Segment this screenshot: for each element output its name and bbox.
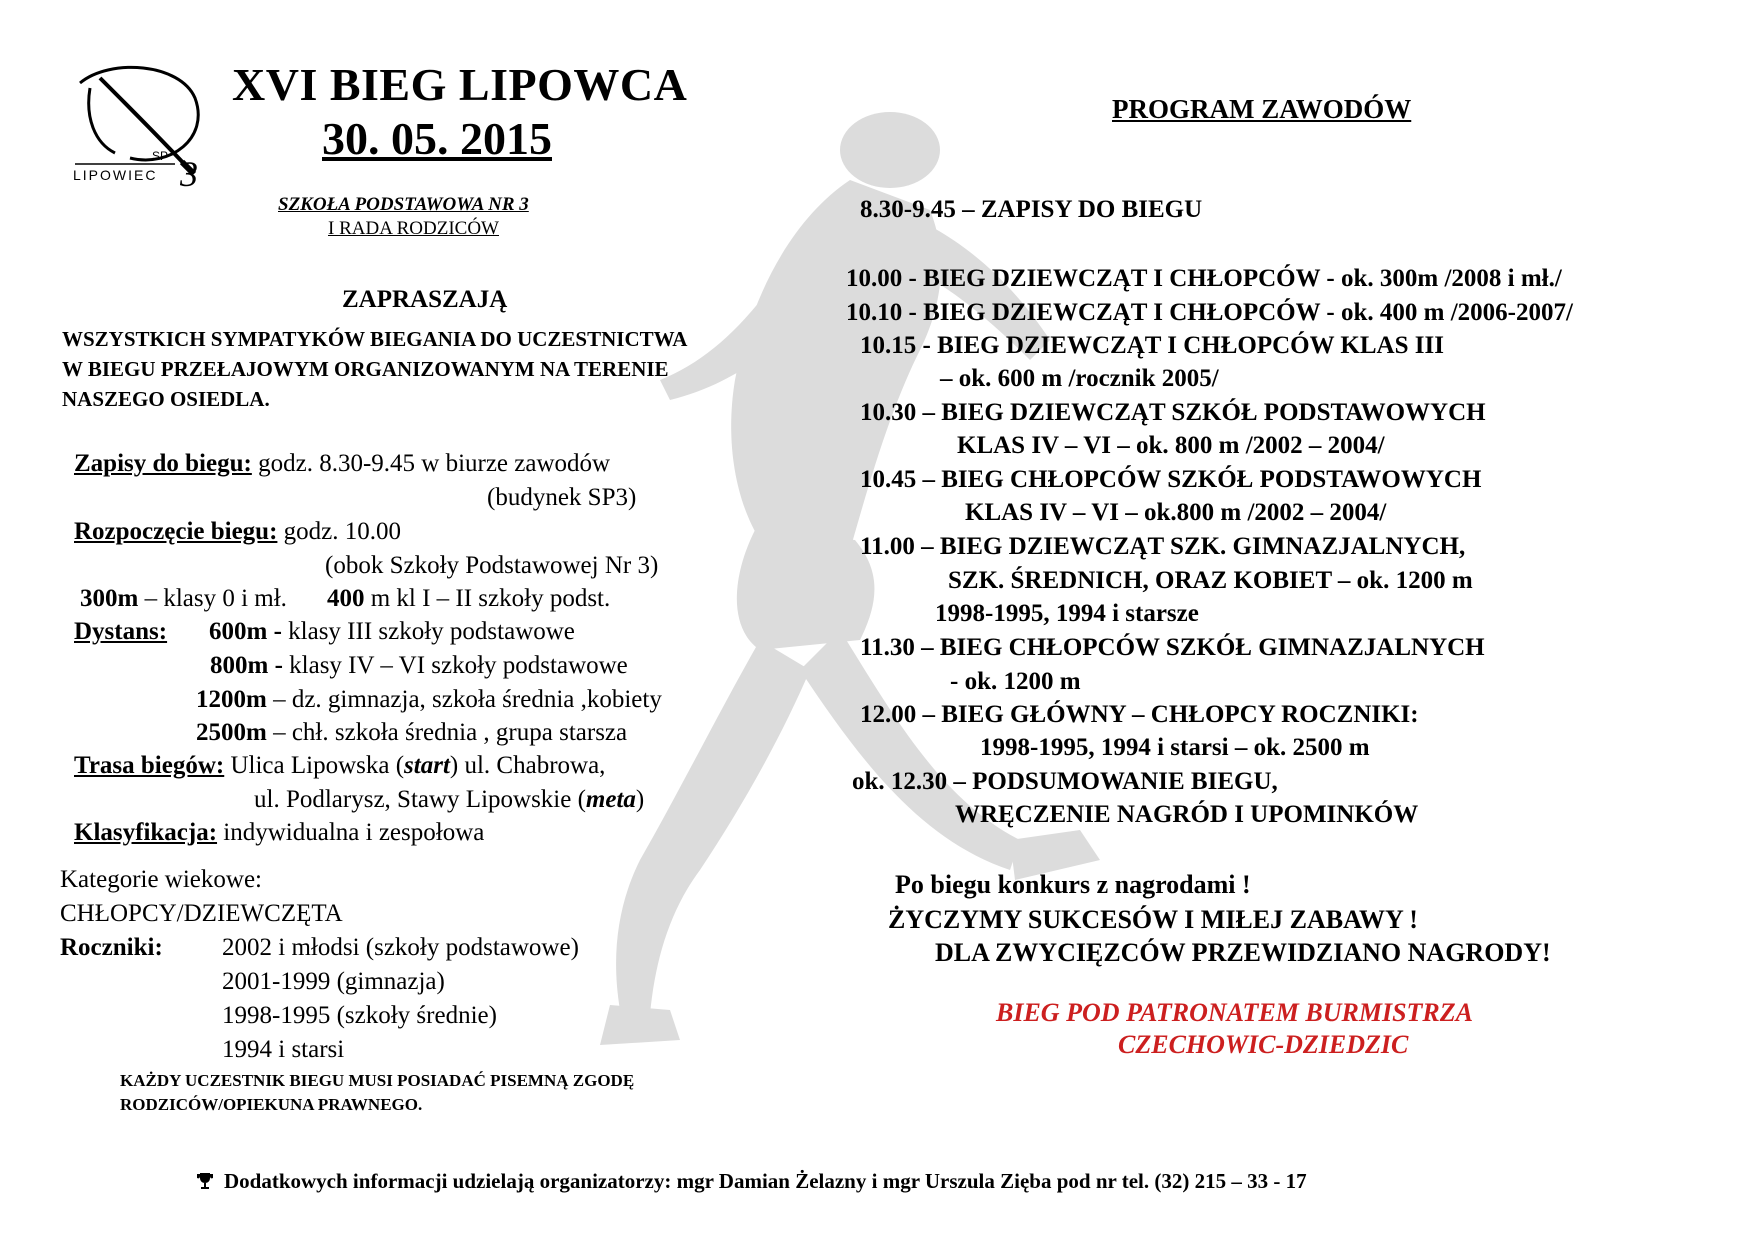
schedule-line: 11.30 – BIEG CHŁOPCÓW SZKÓŁ GIMNAZJALNYCH [860, 634, 1485, 661]
signup-place: (budynek SP3) [487, 484, 637, 511]
route-text-a: Ulica Lipowska ( [224, 752, 405, 779]
distance-2500-text: – chł. szkoła średnia , grupa starsza [266, 719, 628, 746]
classification-info [74, 819, 484, 847]
categories-groups: CHŁOPCY/DZIEWCZĘTA [60, 900, 343, 927]
route2-text-b: ) [635, 786, 645, 813]
years-item: 2001-1999 (gimnazja) [222, 968, 445, 995]
schedule-line: 11.00 – BIEG DZIEWCZĄT SZK. GIMNAZJALNYCH, [860, 533, 1466, 560]
schedule-line: 10.15 - BIEG DZIEWCZĄT I CHŁOPCÓW KLAS III [860, 332, 1444, 359]
route-info-2 [254, 786, 644, 814]
distance-400: 400 [326, 585, 365, 612]
schedule-line: WRĘCZENIE NAGRÓD I UPOMINKÓW [955, 801, 1419, 828]
schedule-line: 10.30 – BIEG DZIEWCZĄT SZKÓŁ PODSTAWOWYCH [860, 399, 1486, 426]
schedule-line: 1998-1995, 1994 i starsi – ok. 2500 m [980, 734, 1370, 761]
distance-1200 [196, 686, 662, 714]
footer-info [196, 1169, 1307, 1194]
years-item: 2002 i młodsi (szkoły podstawowe) [222, 934, 579, 961]
consent-warning: RODZICÓW/OPIEKUNA PRAWNEGO. [120, 1095, 423, 1114]
route-label: Trasa biegów: [74, 752, 225, 779]
intro-line: W BIEGU PRZEŁAJOWYM ORGANIZOWANYM NA TERENIE [62, 357, 669, 381]
distance-600 [209, 618, 575, 646]
route-text-b: ) ul. Chabrowa, [449, 752, 606, 779]
distance-800-text: klasy IV – VI szkoły podstawowe [282, 652, 628, 679]
start-text: godz. 10.00 [277, 518, 402, 545]
logo-sp: SP [152, 149, 169, 163]
distance-400-text: m kl I – II szkoły podst. [364, 585, 611, 612]
schedule-line: KLAS IV – VI – ok. 800 m /2002 – 2004/ [957, 432, 1385, 459]
route2-text-a: ul. Podlarysz, Stawy Lipowskie ( [254, 786, 586, 813]
event-title: XVI BIEG LIPOWCA [232, 59, 688, 110]
signup-info [74, 450, 610, 478]
distance-1200-text: – dz. gimnazja, szkoła średnia ,kobiety [266, 686, 662, 713]
years-item: 1994 i starsi [222, 1036, 345, 1063]
distance-300-text: – klasy 0 i mł. [138, 585, 287, 612]
schedule-line: 10.45 – BIEG CHŁOPCÓW SZKÓŁ PODSTAWOWYCH [860, 466, 1482, 493]
organizer-council: I RADA RODZICÓW [328, 218, 499, 239]
distance-600-value: 600m - [209, 618, 282, 645]
schedule-line: ok. 12.30 – PODSUMOWANIE BIEGU, [852, 768, 1278, 795]
signup-label: Zapisy do biegu: [74, 450, 252, 477]
schedule-line: 10.00 - BIEG DZIEWCZĄT I CHŁOPCÓW - ok. 300m /2008 i mł./ [846, 265, 1562, 292]
years-item: 1998-1995 (szkoły średnie) [222, 1002, 497, 1029]
distance-2500 [196, 719, 627, 747]
route-meta: meta [585, 786, 636, 813]
intro-line: NASZEGO OSIEDLA. [62, 387, 270, 411]
schedule-line: 8.30-9.45 – ZAPISY DO BIEGU [860, 196, 1203, 223]
school-logo [70, 58, 220, 208]
distance-300: 300m [80, 585, 139, 612]
distance-300-400 [80, 585, 610, 613]
years-label: Roczniki: [60, 934, 163, 961]
intro-line: WSZYSTKICH SYMPATYKÓW BIEGANIA DO UCZESTNICTWA [62, 327, 688, 351]
footer-text: Dodatkowych informacji udzielają organizatorzy: mgr Damian Żelazny i mgr Urszula Zięba pod nr tel. (32) 215 – 33 - 17 [224, 1169, 1307, 1193]
distance-600-text: klasy III szkoły podstawowe [281, 618, 575, 645]
consent-warning: KAŻDY UCZESTNIK BIEGU MUSI POSIADAĆ PISEMNĄ ZGODĘ [120, 1071, 635, 1090]
trophy-icon [196, 1172, 214, 1190]
closing-line: DLA ZWYCIĘZCÓW PRZEWIDZIANO NAGRODY! [935, 938, 1551, 967]
logo-number: 3 [180, 154, 198, 194]
schedule-line: 1998-1995, 1994 i starsze [935, 600, 1199, 627]
organizer-school: SZKOŁA PODSTAWOWA NR 3 [278, 194, 529, 215]
classification-label: Klasyfikacja: [74, 819, 218, 846]
distance-800-value: 800m - [210, 652, 283, 679]
schedule-line: SZK. ŚREDNICH, ORAZ KOBIET – ok. 1200 m [948, 567, 1473, 594]
schedule-line: – ok. 600 m /rocznik 2005/ [940, 365, 1219, 392]
distance-800 [210, 652, 628, 680]
schedule-line: - ok. 1200 m [950, 668, 1081, 695]
distance-label [74, 618, 167, 646]
closing-line: Po biegu konkurs z nagrodami ! [895, 870, 1251, 899]
invite-heading: ZAPRASZAJĄ [342, 286, 508, 313]
distance-1200-value: 1200m [196, 686, 267, 713]
distance-label-text: Dystans: [74, 618, 168, 645]
signup-text: godz. 8.30-9.45 w biurze zawodów [251, 450, 611, 477]
schedule-line: 10.10 - BIEG DZIEWCZĄT I CHŁOPCÓW - ok. 400 m /2006-2007/ [846, 299, 1573, 326]
schedule-line: KLAS IV – VI – ok.800 m /2002 – 2004/ [965, 499, 1387, 526]
route-start: start [404, 752, 450, 779]
closing-line: ŻYCZYMY SUKCESÓW I MIŁEJ ZABAWY ! [888, 905, 1418, 934]
start-info [74, 518, 401, 546]
start-place: (obok Szkoły Podstawowej Nr 3) [325, 552, 659, 579]
patron-line: BIEG POD PATRONATEM BURMISTRZA [996, 998, 1474, 1027]
route-info [74, 752, 605, 780]
categories-heading: Kategorie wiekowe: [60, 866, 263, 893]
program-title: PROGRAM ZAWODÓW [1112, 94, 1412, 124]
start-label: Rozpoczęcie biegu: [74, 518, 278, 545]
logo-name: LIPOWIEC [73, 167, 158, 183]
distance-2500-value: 2500m [196, 719, 267, 746]
classification-text: indywidualna i zespołowa [217, 819, 485, 846]
event-date: 30. 05. 2015 [322, 113, 552, 164]
patron-line: CZECHOWIC-DZIEDZIC [1118, 1030, 1409, 1059]
schedule-line: 12.00 – BIEG GŁÓWNY – CHŁOPCY ROCZNIKI: [860, 701, 1419, 728]
